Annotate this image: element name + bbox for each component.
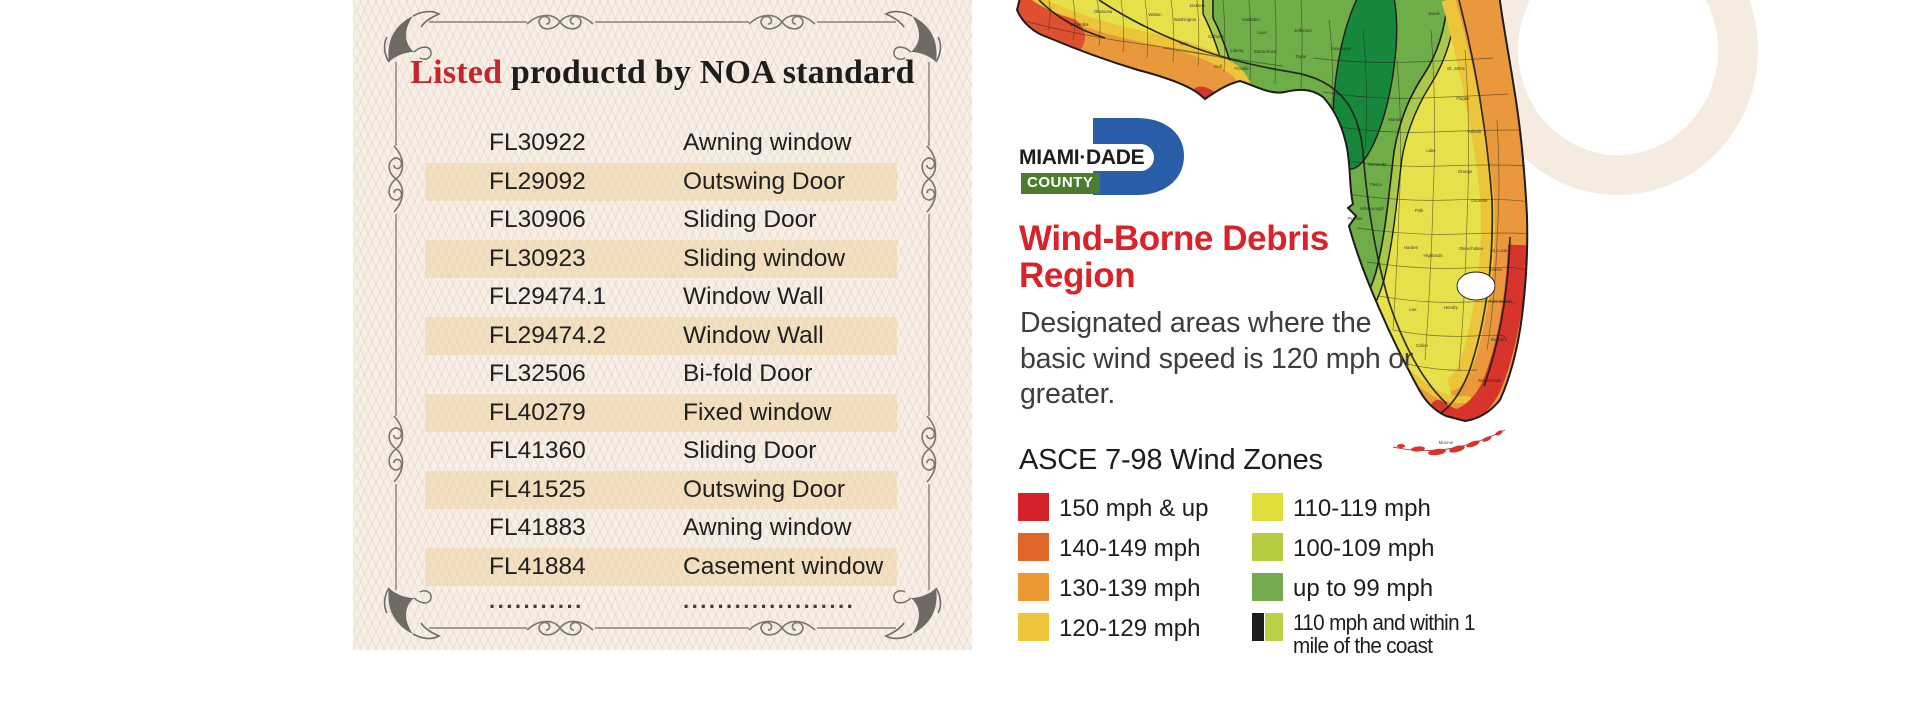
product-code: FL29092 xyxy=(489,167,586,195)
description-line3: greater. xyxy=(1020,378,1116,410)
legend-item xyxy=(1252,530,1482,570)
legend-label: 140-149 mph xyxy=(1059,535,1201,562)
table-row xyxy=(425,355,897,394)
county-label: Washington xyxy=(1173,17,1197,22)
product-rows xyxy=(425,124,897,586)
heading-line2: Region xyxy=(1019,256,1136,295)
legend-item xyxy=(1018,530,1248,570)
product-code: FL30923 xyxy=(489,244,586,272)
wind-zones-legend-title: ASCE 7-98 Wind Zones xyxy=(1019,444,1323,476)
more-names-dots: .................... xyxy=(683,588,856,613)
description-line1: Designated areas where the xyxy=(1020,307,1372,339)
product-name: Sliding Door xyxy=(683,437,817,465)
county-label: Miami-Dade xyxy=(1478,378,1502,383)
county-label: St. Johns xyxy=(1447,66,1465,71)
legend-item xyxy=(1018,570,1248,610)
product-code: FL29474.1 xyxy=(489,283,607,311)
panel-title-rest: productd by NOA standard xyxy=(502,54,915,91)
legend-column-right xyxy=(1252,490,1482,658)
more-codes-dots: ........... xyxy=(489,588,584,613)
county-label: Martin xyxy=(1490,267,1502,272)
table-row xyxy=(425,509,897,548)
county-label: Okaloosa xyxy=(1093,9,1113,14)
county-label: Franklin xyxy=(1234,66,1250,71)
product-code: FL29474.2 xyxy=(489,321,607,349)
table-row-more xyxy=(425,586,897,625)
product-name: Casement window xyxy=(683,552,884,580)
county-label: Volusia xyxy=(1467,129,1481,134)
miami-dade-wordmark: MIAMI·DADE xyxy=(1017,144,1154,171)
legend-item xyxy=(1252,570,1482,610)
legend-label: 110 mph and within 1 mile of the coast xyxy=(1293,610,1475,658)
noa-product-panel xyxy=(353,0,972,650)
table-row xyxy=(425,278,897,317)
scroll-ornament xyxy=(389,416,402,482)
county-label: Hardee xyxy=(1403,245,1419,250)
table-row xyxy=(425,548,897,587)
legend-color-swatch xyxy=(1252,493,1283,521)
product-name: Outswing Door xyxy=(683,167,846,195)
county-label: Santa Rosa xyxy=(1253,49,1277,54)
county-label: Osceola xyxy=(1471,198,1487,203)
county-label: Liberty xyxy=(1230,48,1244,53)
product-name: Sliding Door xyxy=(683,206,817,234)
legend-label: 100-109 mph xyxy=(1293,535,1435,562)
county-wordmark: COUNTY xyxy=(1021,173,1100,194)
table-row xyxy=(425,163,897,202)
county-label: Orange xyxy=(1457,169,1473,174)
county-label: Gadsden xyxy=(1242,17,1260,22)
county-label: Jefferson xyxy=(1294,28,1312,33)
table-row xyxy=(425,240,897,279)
county-label: Flagler xyxy=(1456,96,1470,101)
county-label: Highlands xyxy=(1423,253,1443,258)
county-label: Palm Beach xyxy=(1488,299,1512,304)
product-code: FL41884 xyxy=(489,552,586,580)
noa-product-table xyxy=(425,124,897,625)
county-label: Escambia xyxy=(1069,22,1089,27)
county-label: Hernando xyxy=(1367,162,1387,167)
product-code: FL41360 xyxy=(489,437,586,465)
legend-label: up to 99 mph xyxy=(1293,575,1434,602)
table-row xyxy=(425,317,897,356)
legend-item xyxy=(1018,490,1248,530)
legend-item xyxy=(1252,610,1482,658)
scroll-ornament xyxy=(922,416,935,482)
product-name: Awning window xyxy=(683,129,852,157)
county-label: Broward xyxy=(1490,337,1508,342)
wind-borne-debris-heading xyxy=(1019,220,1329,294)
county-label: Jackson xyxy=(1189,3,1205,8)
scroll-ornament xyxy=(389,146,402,212)
product-code: FL41525 xyxy=(489,475,586,503)
county-label: Duval xyxy=(1428,11,1440,16)
product-name: Outswing Door xyxy=(683,475,846,503)
county-label: Pasco xyxy=(1370,182,1382,187)
county-label: Walton xyxy=(1148,12,1162,17)
table-row xyxy=(425,394,897,433)
panel-title-highlight: Listed xyxy=(410,54,503,91)
county-label: Pinellas xyxy=(1347,216,1363,221)
legend-label: 150 mph & up xyxy=(1059,495,1209,522)
county-label: Gulf xyxy=(1214,64,1222,69)
county-label: Calhoun xyxy=(1207,34,1225,39)
legend-color-swatch xyxy=(1252,573,1283,601)
panel-title xyxy=(353,54,972,92)
county-label: Collier xyxy=(1415,343,1429,348)
legend-label: 120-129 mph xyxy=(1059,615,1201,642)
county-label: Taylor xyxy=(1295,54,1307,59)
legend-color-swatch xyxy=(1018,573,1049,601)
product-name: Bi-fold Door xyxy=(683,360,813,388)
product-name: Fixed window xyxy=(683,398,832,426)
county-label: Suwannee xyxy=(1330,46,1352,51)
county-label: Marion xyxy=(1388,117,1402,122)
legend-color-swatch xyxy=(1018,613,1049,641)
legend-label: 130-139 mph xyxy=(1059,575,1201,602)
table-row xyxy=(425,124,897,163)
legend-column-left xyxy=(1018,490,1248,650)
table-row xyxy=(425,201,897,240)
scroll-ornament xyxy=(527,15,593,28)
miami-dade-county-logo xyxy=(1017,116,1187,198)
legend-color-swatch xyxy=(1252,613,1283,641)
product-name: Awning window xyxy=(683,514,852,542)
legend-item xyxy=(1018,610,1248,650)
legend-label: 110-119 mph xyxy=(1293,495,1431,522)
county-label: Lee xyxy=(1409,307,1417,312)
product-name: Window Wall xyxy=(683,321,824,349)
county-label: Leon xyxy=(1257,30,1267,35)
county-label: Lake xyxy=(1426,148,1436,153)
scroll-ornament xyxy=(922,146,935,212)
county-label: St. Lucie xyxy=(1490,248,1508,253)
table-row xyxy=(425,432,897,471)
county-label: Hillsborough xyxy=(1360,206,1384,211)
legend-color-swatch xyxy=(1252,533,1283,561)
product-code: FL40279 xyxy=(489,398,586,426)
product-code: FL41883 xyxy=(489,514,586,542)
county-label: Okeechobee xyxy=(1458,246,1484,251)
wind-borne-debris-description xyxy=(1020,306,1413,413)
product-code: FL32506 xyxy=(489,360,586,388)
legend-item xyxy=(1252,490,1482,530)
product-name: Sliding window xyxy=(683,244,846,272)
table-row xyxy=(425,471,897,510)
product-code: FL30922 xyxy=(489,129,586,157)
scroll-ornament xyxy=(749,15,815,28)
product-code: FL30906 xyxy=(489,206,586,234)
legend-color-swatch xyxy=(1018,493,1049,521)
county-label: Monroe xyxy=(1438,440,1454,445)
product-name: Window Wall xyxy=(683,283,824,311)
heading-line1: Wind-Borne Debris xyxy=(1019,219,1329,258)
county-label: Hendry xyxy=(1444,305,1458,310)
lake-okeechobee xyxy=(1457,272,1495,300)
county-label: Bay xyxy=(1180,41,1188,46)
legend-color-swatch xyxy=(1018,533,1049,561)
county-label: Polk xyxy=(1414,208,1424,213)
description-line2: basic wind speed is 120 mph or xyxy=(1020,342,1414,375)
